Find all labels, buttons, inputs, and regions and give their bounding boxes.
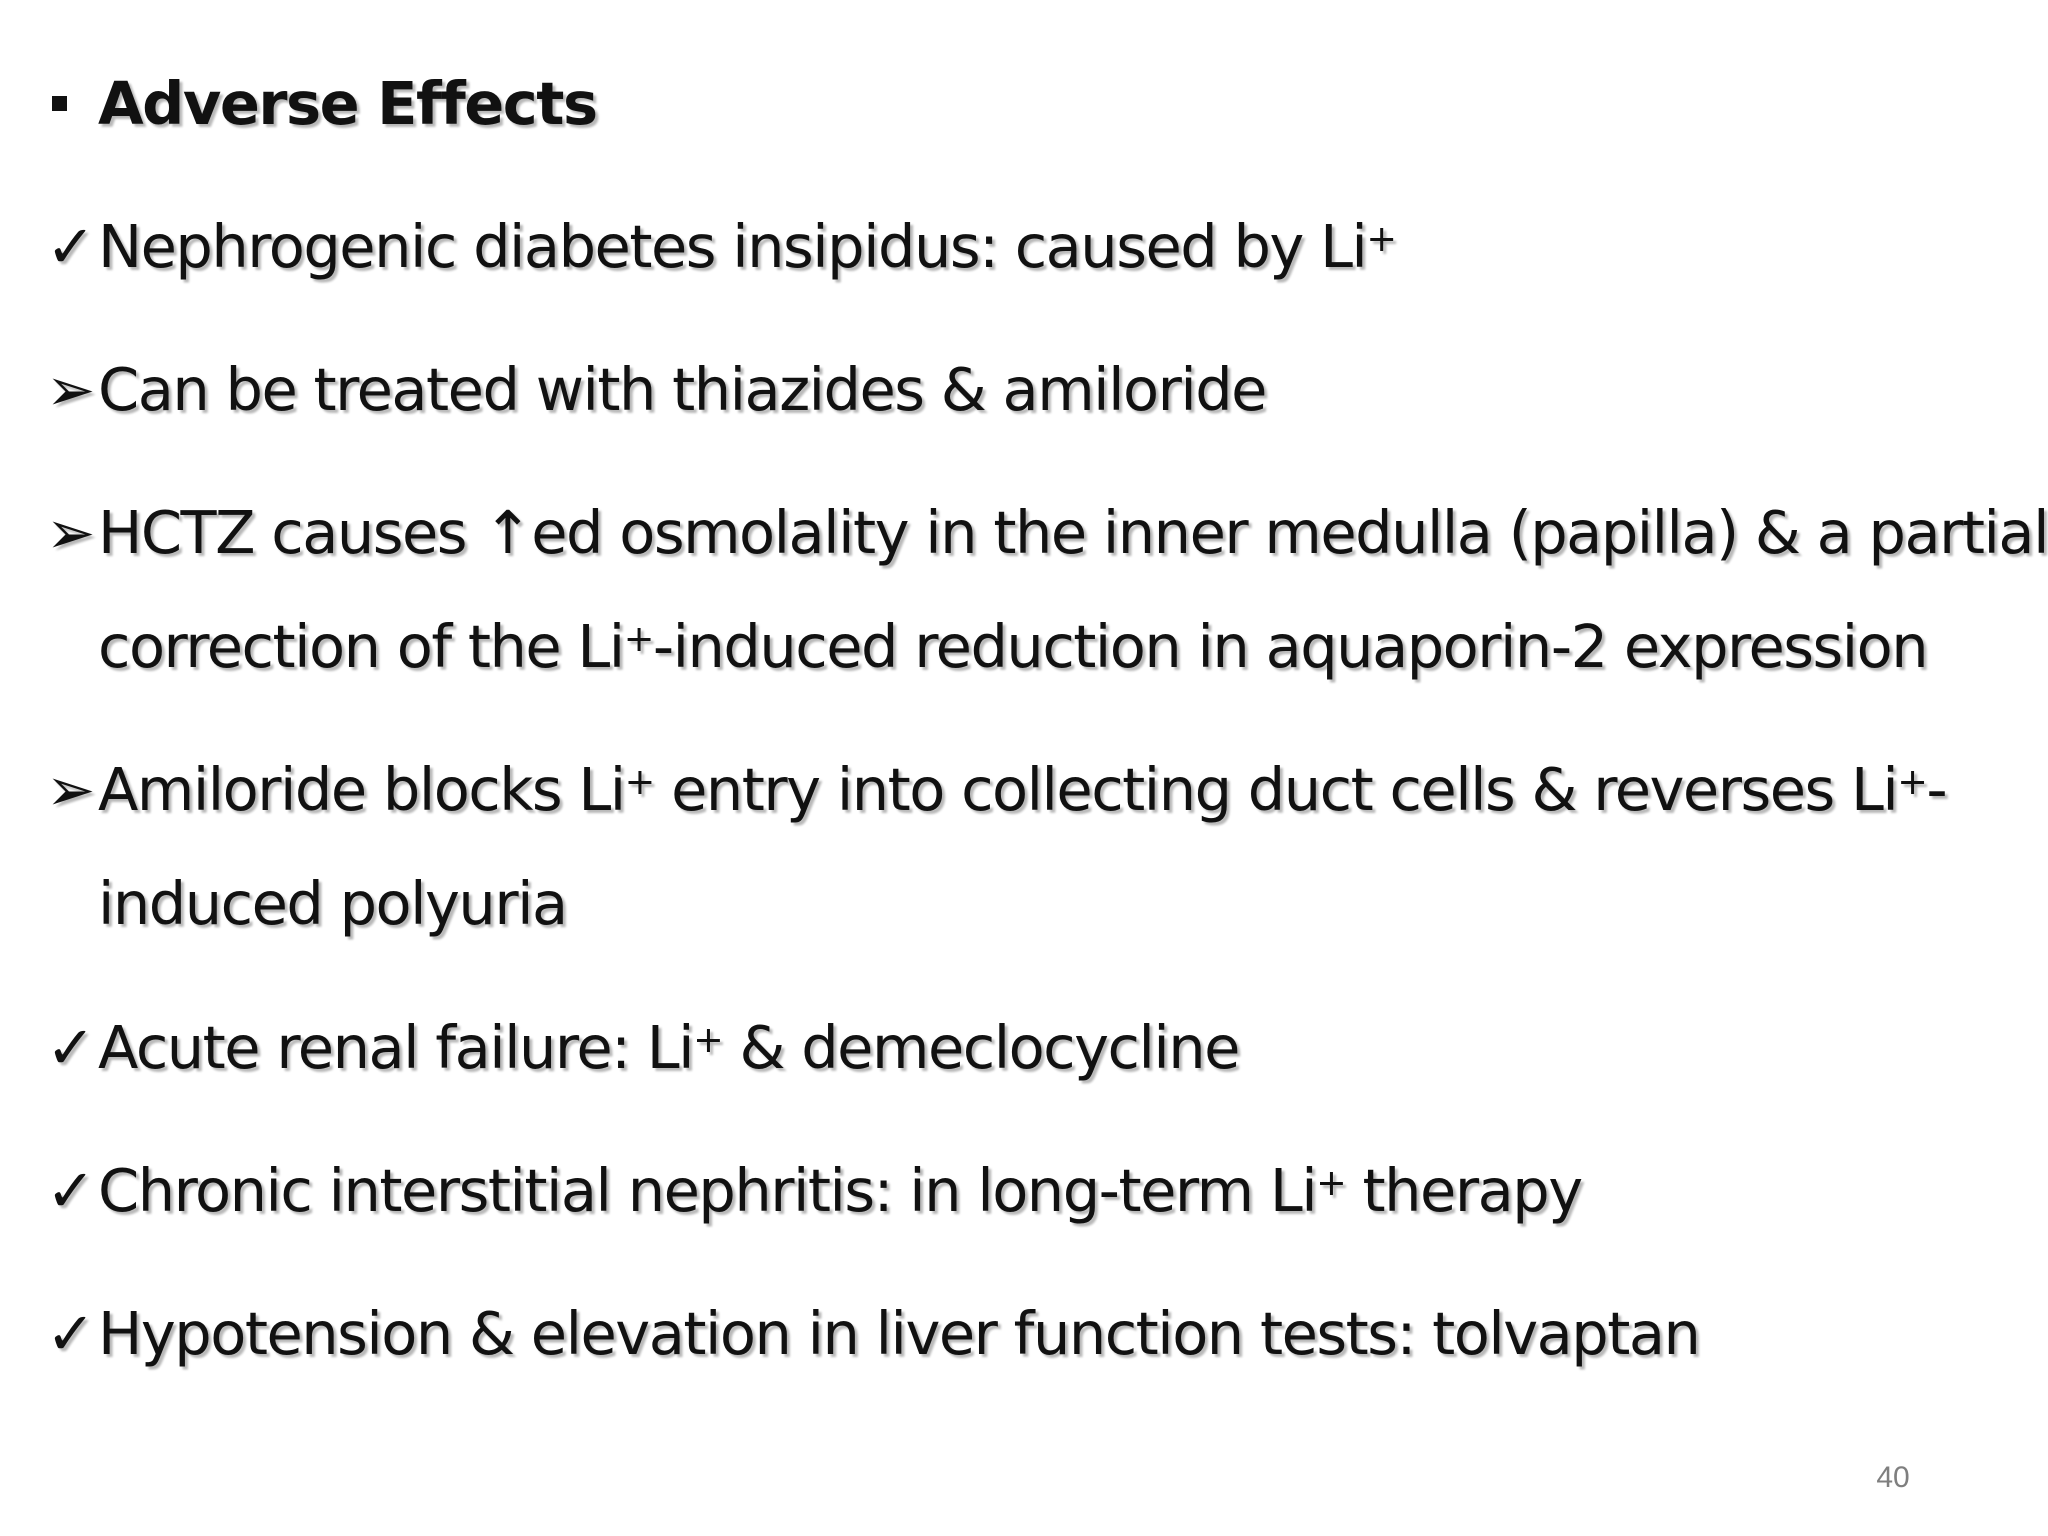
bullet-text: Can be treated with thiazides & amiloride xyxy=(98,355,1266,424)
page-number: 40 xyxy=(1876,1461,1910,1494)
arrowhead-icon: ➢ xyxy=(46,755,94,824)
check-icon: ✓ xyxy=(46,1013,94,1082)
bullet-text: Acute renal failure: Li+ & demeclocycline xyxy=(98,1013,1239,1082)
heading-text: Adverse Effects xyxy=(98,69,597,138)
bullet-text: Hypotension & elevation in liver function tests: tolvaptan xyxy=(98,1299,1700,1368)
bullet-text: Amiloride blocks Li+ entry into collecting duct cells & reverses Li+- xyxy=(98,755,1947,824)
check-icon: ✓ xyxy=(46,212,94,281)
bullet-text: HCTZ causes ↑ed osmolality in the inner medulla (papilla) & a partial xyxy=(98,498,2048,567)
arrowhead-icon: ➢ xyxy=(46,498,94,567)
bullet-text: correction of the Li+-induced reduction in aquaporin-2 expression xyxy=(98,612,1928,681)
bullet-text: induced polyuria xyxy=(98,869,567,938)
square-bullet-icon xyxy=(52,96,67,111)
bullet-text: Chronic interstitial nephritis: in long-term Li+ therapy xyxy=(98,1156,1582,1225)
check-icon: ✓ xyxy=(46,1156,94,1225)
bullet-text: Nephrogenic diabetes insipidus: caused by Li+ xyxy=(98,212,1396,281)
arrowhead-icon: ➢ xyxy=(46,355,94,424)
check-icon: ✓ xyxy=(46,1299,94,1368)
